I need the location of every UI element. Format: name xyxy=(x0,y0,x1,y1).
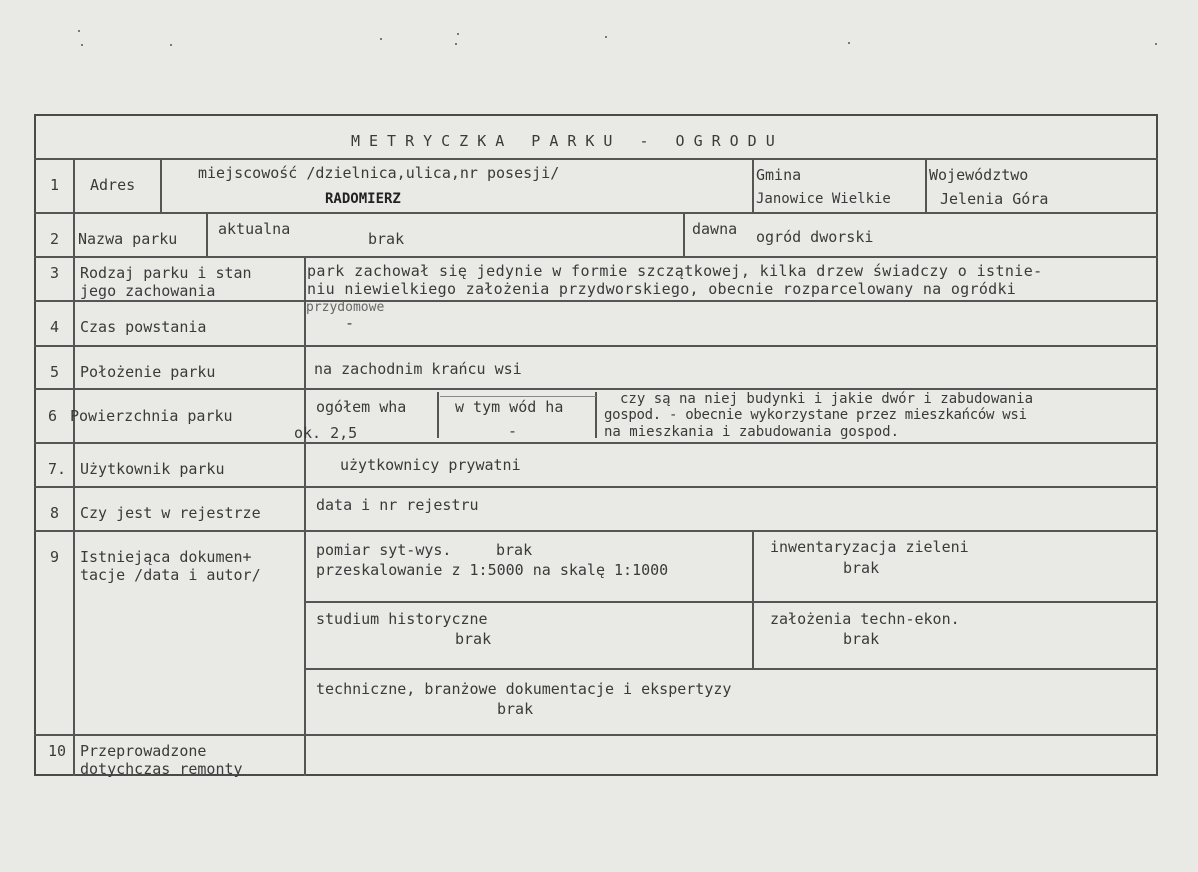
total-area-label: ogółem wha xyxy=(316,398,407,416)
row-divider xyxy=(34,442,1158,444)
water-area-value: - xyxy=(508,422,518,440)
repairs-label: Przeprowadzone xyxy=(80,742,207,760)
user-label: Użytkownik parku xyxy=(80,460,225,478)
row-number: 4 xyxy=(50,318,60,336)
paper-speck xyxy=(457,33,459,35)
paper-speck xyxy=(380,38,382,40)
current-name-value: brak xyxy=(368,230,405,248)
sub-divider xyxy=(440,396,596,397)
documentation-label: Istniejąca dokumen+ xyxy=(80,548,252,566)
paper-speck xyxy=(455,43,457,45)
row-divider xyxy=(34,486,1158,488)
row-number: 6 xyxy=(48,407,58,425)
row-number: 1 xyxy=(50,176,60,194)
paper-speck xyxy=(848,42,850,44)
row-divider xyxy=(34,734,1158,736)
row-divider xyxy=(304,668,1158,670)
total-area-value: ok. 2,5 xyxy=(294,424,358,442)
voivodeship-value: Jelenia Góra xyxy=(940,190,1049,208)
park-type-label: Rodzaj parku i stan xyxy=(80,264,252,282)
survey-label: pomiar syt-wys. xyxy=(316,541,452,559)
park-name-label: Nazwa parku xyxy=(78,230,178,248)
paper-speck xyxy=(605,36,607,38)
creation-time-value: - xyxy=(345,314,355,332)
address-sublabel: miejscowość /dzielnica,ulica,nr posesji/ xyxy=(198,164,560,182)
user-value: użytkownicy prywatni xyxy=(340,456,521,474)
history-study-value: brak xyxy=(455,630,492,648)
repairs-label: dotychczas remonty xyxy=(80,760,243,778)
register-label: Czy jest w rejestrze xyxy=(80,504,261,522)
row-divider xyxy=(34,530,1158,532)
row-number: 10 xyxy=(48,742,67,760)
buildings-value: gospod. - obecnie wykorzystane przez mieszkańców wsi xyxy=(604,407,1027,423)
former-name-value: ogród dworski xyxy=(756,228,874,246)
inventory-value: brak xyxy=(843,559,880,577)
park-type-value: park zachował się jedynie w formie szczątkowej, kilka drzew świadczy o istnie- xyxy=(307,262,1043,280)
water-area-label: w tym wód ha xyxy=(455,398,564,416)
area-label: Powierzchnia parku xyxy=(70,407,233,425)
number-column-divider xyxy=(73,158,75,776)
paper-speck xyxy=(170,44,172,46)
row-number: 7. xyxy=(48,460,67,478)
row-number: 9 xyxy=(50,548,60,566)
register-value: data i nr rejestru xyxy=(316,496,479,514)
row-number: 5 xyxy=(50,363,60,381)
location-value: na zachodnim krańcu wsi xyxy=(314,360,522,378)
row-divider xyxy=(34,345,1158,347)
column-divider xyxy=(206,212,208,256)
park-type-value: niu niewielkiego założenia przydworskiego, obecnie rozparcelowany na ogródki xyxy=(307,280,1017,298)
paper-speck xyxy=(78,30,80,32)
paper-speck xyxy=(81,44,83,46)
card-title: METRYCZKA PARKU - OGRODU xyxy=(351,132,784,150)
survey-detail: przeskalowanie z 1:5000 na skalę 1:1000 xyxy=(316,561,669,579)
label-column-divider xyxy=(304,256,306,776)
column-divider xyxy=(752,530,754,668)
documentation-label: tacje /data i autor/ xyxy=(80,566,261,584)
tech-econ-label: założenia techn-ekon. xyxy=(770,610,960,628)
inventory-label: inwentaryzacja zieleni xyxy=(770,538,969,556)
row-divider xyxy=(34,158,1158,160)
column-divider xyxy=(160,158,162,212)
current-name-label: aktualna xyxy=(218,220,291,238)
buildings-value: na mieszkania i zabudowania gospod. xyxy=(604,424,900,440)
park-type-label: jego zachowania xyxy=(80,282,216,300)
row-divider xyxy=(34,256,1158,258)
former-name-label: dawna xyxy=(692,220,738,238)
row-number: 2 xyxy=(50,230,60,248)
buildings-value: czy są na niej budynki i jakie dwór i zabudowania xyxy=(620,391,1034,407)
expertise-label: techniczne, branżowe dokumentacje i ekspertyzy xyxy=(316,680,732,698)
tech-econ-value: brak xyxy=(843,630,880,648)
park-type-value: przydomowe xyxy=(306,300,385,315)
address-value: RADOMIERZ xyxy=(325,191,401,207)
gmina-value: Janowice Wielkie xyxy=(756,191,891,207)
column-divider xyxy=(437,392,439,438)
survey-value: brak xyxy=(496,541,533,559)
column-divider xyxy=(595,392,597,438)
row-divider xyxy=(34,212,1158,214)
row-divider xyxy=(304,601,1158,603)
voivodeship-label: Województwo xyxy=(929,166,1029,184)
history-study-label: studium historyczne xyxy=(316,610,488,628)
column-divider xyxy=(752,158,754,212)
expertise-value: brak xyxy=(497,700,534,718)
gmina-label: Gmina xyxy=(756,166,802,184)
creation-time-label: Czas powstania xyxy=(80,318,207,336)
column-divider xyxy=(683,212,685,256)
paper-speck xyxy=(1155,43,1157,45)
row-divider xyxy=(34,300,1158,302)
column-divider xyxy=(925,158,927,212)
location-label: Położenie parku xyxy=(80,363,216,381)
row-number: 3 xyxy=(50,264,60,282)
row-number: 8 xyxy=(50,504,60,522)
address-label: Adres xyxy=(90,176,136,194)
